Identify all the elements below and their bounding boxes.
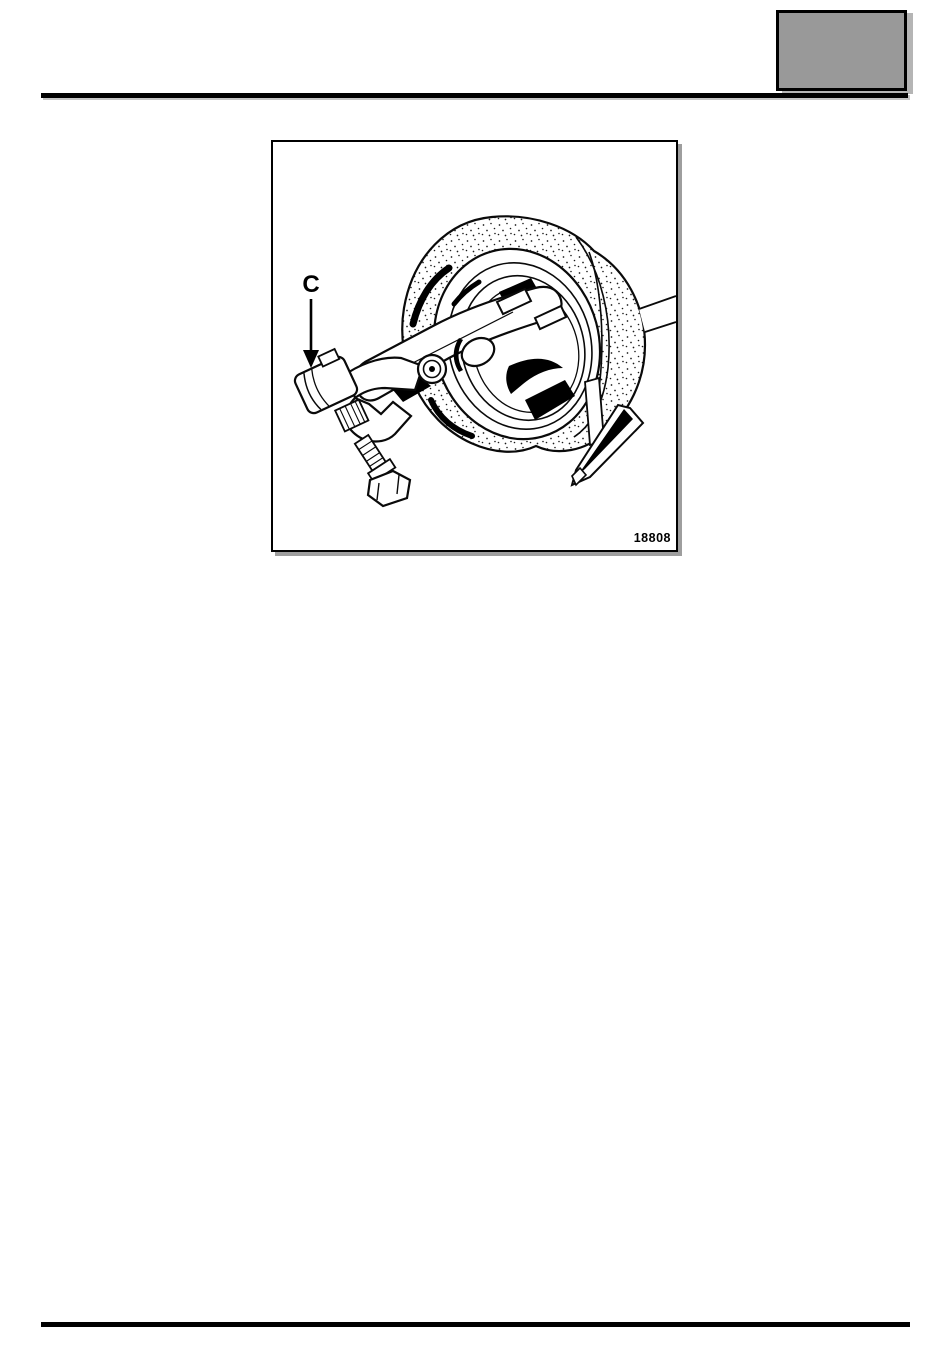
callout-label: C [302, 271, 320, 298]
header-rule [41, 93, 908, 98]
eccentric-cam-bolt [289, 347, 368, 431]
bearing-cap [418, 355, 446, 383]
footer-rule [41, 1322, 910, 1327]
clamp-bolt [351, 432, 410, 506]
figure-frame [271, 140, 678, 552]
steering-rack-shaft [639, 296, 676, 332]
header-section-tab [776, 10, 907, 91]
figure-number: 18808 [633, 531, 671, 545]
callout-c [302, 271, 319, 368]
steering-joint-illustration [273, 142, 676, 550]
